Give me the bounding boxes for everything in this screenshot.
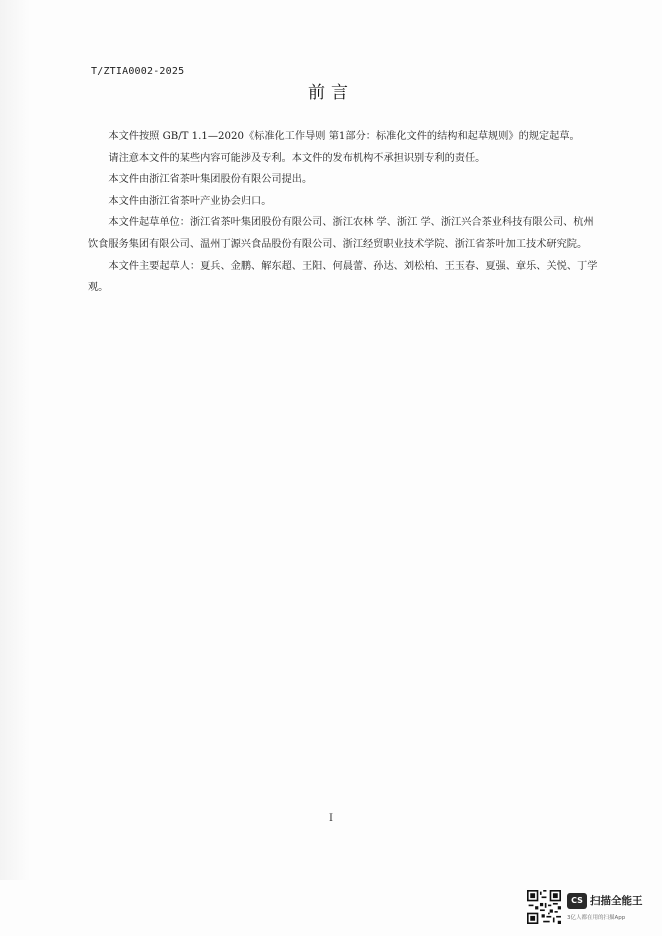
- brand-name: 扫描全能王: [590, 895, 643, 907]
- camscanner-logo: CS: [567, 893, 587, 909]
- paragraph-drafting-units: 本文件起草单位：浙江省茶叶集团股份有限公司、浙江农林 学、浙江 学、浙江兴合茶业科技有限公司、杭州饮食服务集团有限公司、温州丁源兴食品股份有限公司、浙江经贸职业技术学院、浙江省茶叶加工技术研究院。: [88, 217, 594, 250]
- scan-edge-shadow: [0, 0, 30, 880]
- scanner-watermark: [527, 890, 657, 926]
- foreword-body: [88, 126, 600, 299]
- page-title: 前言: [308, 83, 354, 103]
- paragraph-administrator: 本文件由浙江省茶叶产业协会归口。: [108, 195, 272, 207]
- paragraph-drafters: 本文件主要起草人：夏兵、金鹏、解东超、王阳、何晨蕾、孙达、刘松柏、王玉春、夏强、章乐、关悦、丁学观。: [88, 260, 598, 294]
- qr-code-icon: [527, 890, 561, 924]
- paragraph-drafting-basis: 本文件按照 GB/T 1.1—2020《标准化工作导则 第1部分：标准化文件的结构和起草规则》的规定起草。: [108, 131, 580, 142]
- document-code: T/ZTIA0002-2025: [91, 66, 185, 77]
- paragraph-proposer: 本文件由浙江省茶叶集团股份有限公司提出。: [108, 174, 313, 186]
- paragraph-patent-notice: 请注意本文件的某些内容可能涉及专利。本文件的发布机构不承担识别专利的责任。: [108, 152, 486, 164]
- page-number: I: [329, 813, 333, 824]
- brand-slogan: 3亿人都在用的扫描App: [567, 915, 626, 921]
